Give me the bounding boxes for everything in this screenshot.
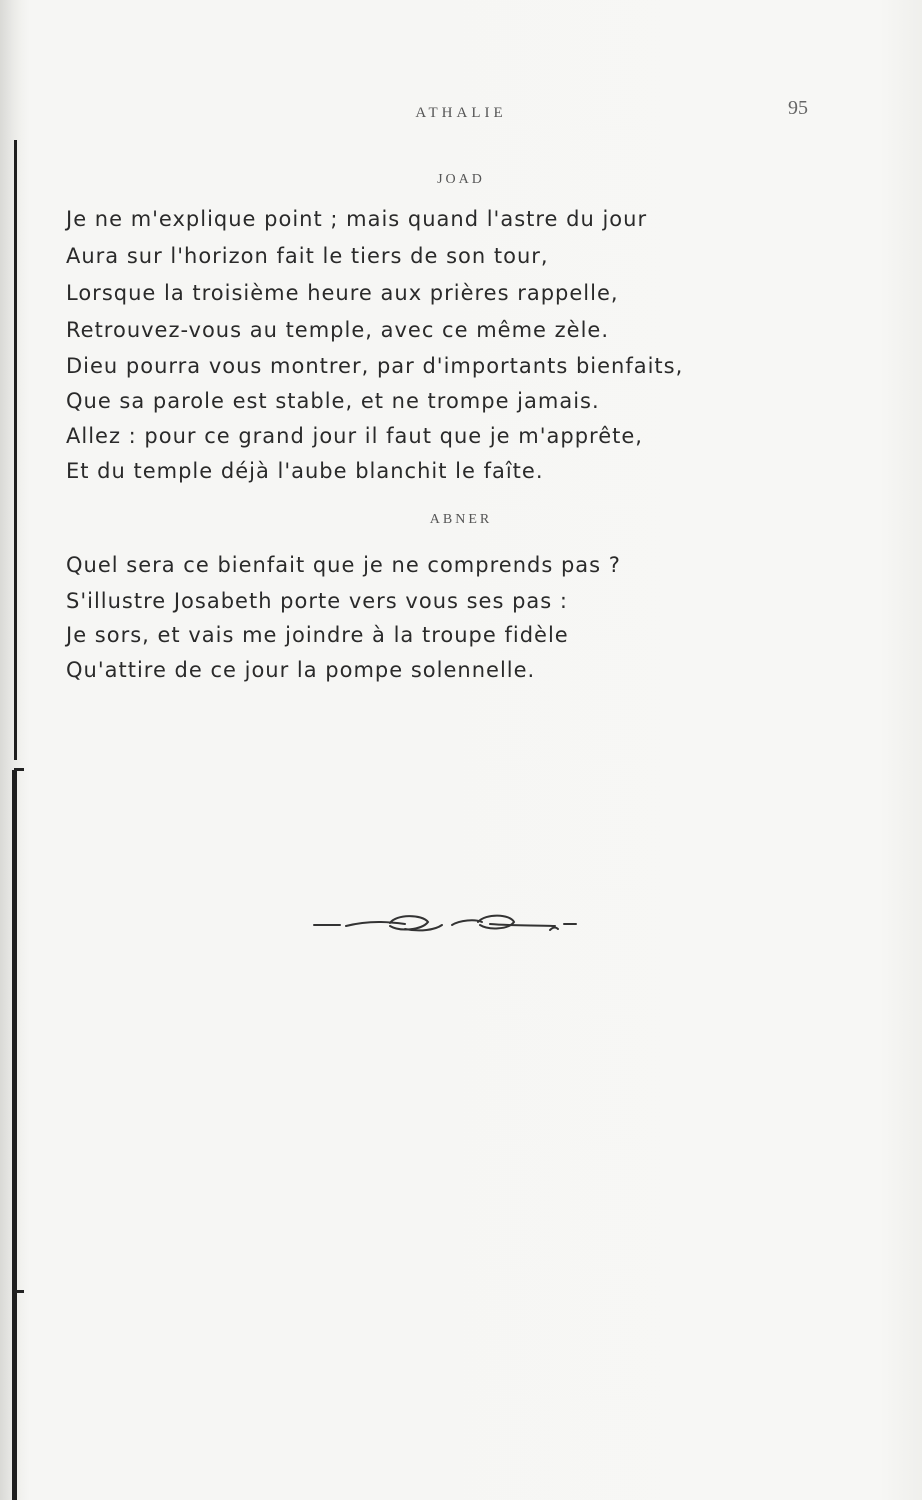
verse-line: Je sors, et vais me joindre à la troupe fidèle xyxy=(66,623,569,647)
verse-line: Retrouvez-vous au temple, avec ce même zèle. xyxy=(66,318,609,342)
verse-line: Dieu pourra vous montrer, par d'importants bienfaits, xyxy=(66,354,684,378)
page-number: 95 xyxy=(788,97,808,119)
binding-shadow-lower xyxy=(12,770,17,1500)
verse-line: Je ne m'explique point ; mais quand l'astre du jour xyxy=(66,207,648,231)
speaker-name: JOAD xyxy=(437,172,485,187)
verse-line: Quel sera ce bienfait que je ne comprends pas ? xyxy=(66,553,621,577)
running-title: ATHALIE xyxy=(415,105,507,121)
verse-line: Lorsque la troisième heure aux prières rappelle, xyxy=(66,281,619,305)
verse-line: Allez : pour ce grand jour il faut que je m'apprête, xyxy=(66,424,643,448)
speaker-name: ABNER xyxy=(429,512,493,527)
verse-line: Qu'attire de ce jour la pompe solennelle. xyxy=(66,658,536,682)
binding-mark xyxy=(14,768,24,771)
verse-line: Et du temple déjà l'aube blanchit le faîte. xyxy=(66,459,544,483)
page-gutter xyxy=(0,0,22,1500)
verse-line: Aura sur l'horizon fait le tiers de son tour, xyxy=(66,244,549,268)
tailpiece-flourish-icon xyxy=(310,910,580,940)
binding-mark xyxy=(14,1290,24,1293)
binding-shadow xyxy=(14,140,17,760)
verse-line: Que sa parole est stable, et ne trompe jamais. xyxy=(66,389,600,413)
verse-line: S'illustre Josabeth porte vers vous ses pas : xyxy=(66,589,568,613)
